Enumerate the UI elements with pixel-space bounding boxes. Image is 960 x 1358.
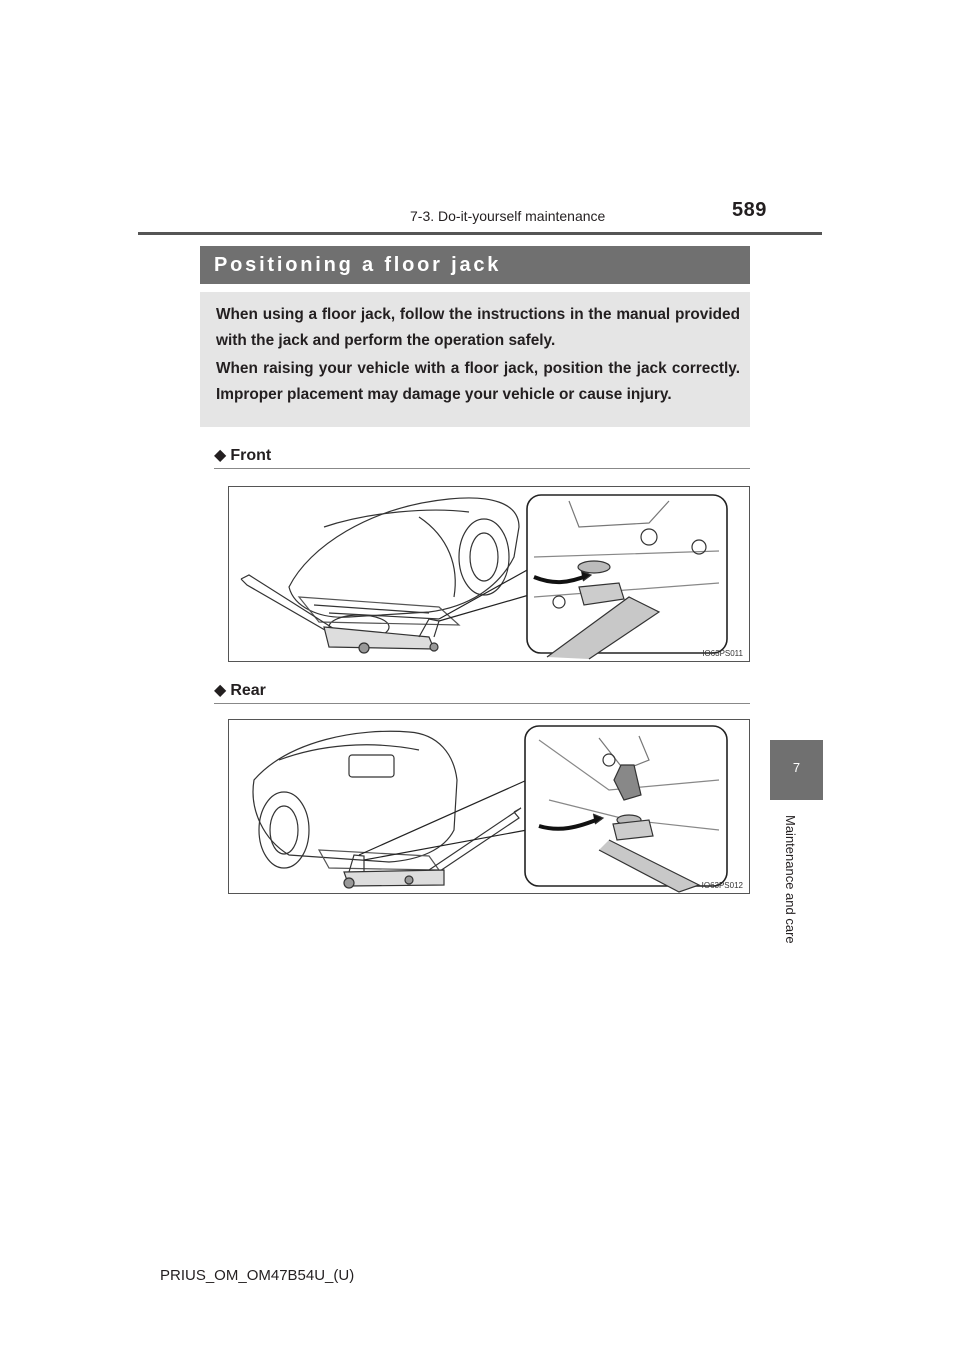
chapter-tab-label-text: Maintenance and care (783, 815, 798, 944)
subheading-rear (214, 680, 266, 700)
rear-jack-illustration (229, 720, 749, 893)
diamond-bullet-icon: ◆ (214, 447, 227, 464)
figure-rear-code: IO63PS012 (701, 881, 743, 890)
chapter-tab-number: 7 (792, 760, 801, 775)
figure-front-code: IO63PS011 (702, 649, 743, 658)
page-number: 589 (732, 199, 767, 221)
intro-box (200, 292, 750, 427)
subheading-rear-label: Rear (230, 682, 266, 699)
section-title-bar (200, 246, 750, 284)
subheading-front-rule (214, 468, 750, 469)
subheading-front-label: Front (230, 447, 272, 464)
footer-doc-id: PRIUS_OM_OM47B54U_(U) (160, 1267, 355, 1284)
section-title: Positioning a floor jack (214, 254, 502, 276)
subheading-front (214, 445, 271, 465)
subheading-rear-rule (214, 703, 750, 704)
front-jack-illustration (229, 487, 749, 661)
figure-rear-jack (228, 719, 750, 894)
intro-paragraph-1: When using a floor jack, follow the instructions in the manual provided with the jack and perform the operation safely. (216, 306, 740, 349)
header-rule (138, 232, 822, 235)
diamond-bullet-icon: ◆ (214, 682, 227, 699)
chapter-tab (770, 740, 823, 800)
chapter-tab-label (783, 815, 806, 955)
header-section-title: 7-3. Do-it-yourself maintenance (410, 208, 606, 224)
intro-paragraph-2: When raising your vehicle with a floor jack, position the jack correctly. Improper placement may damage your vehicle or cause injury. (216, 360, 740, 403)
figure-front-jack (228, 486, 750, 662)
